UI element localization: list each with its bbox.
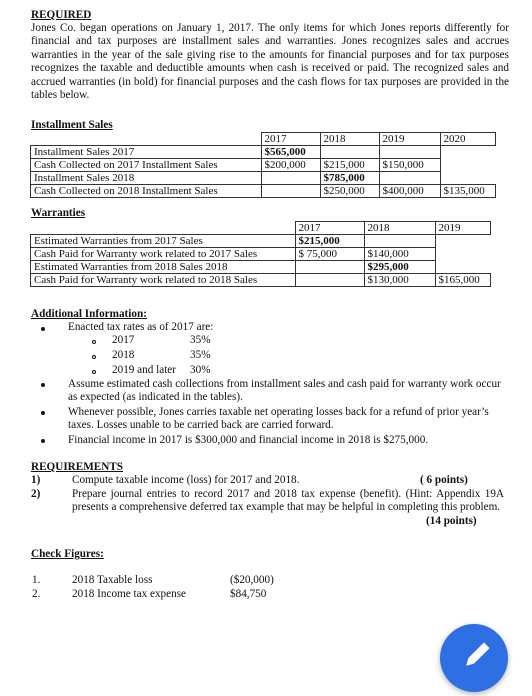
value-cell: $785,000 [320, 172, 379, 185]
table-row [31, 235, 491, 248]
value-cell [435, 261, 490, 274]
row-label: Installment Sales 2018 [31, 172, 262, 185]
warranties-table [30, 221, 491, 287]
value-cell: $400,000 [379, 185, 440, 198]
row-label: Installment Sales 2017 [31, 146, 262, 159]
warranties-header-row [31, 222, 491, 235]
bullet-text: Financial income in 2017 is $300,000 and financial income in 2018 is $275,000. [68, 434, 429, 446]
rates-intro: Enacted tax rates as of 2017 are: [68, 321, 214, 333]
requirement-number: 1) [31, 474, 41, 486]
circle-bullet-icon [92, 370, 96, 374]
table-row [31, 172, 496, 185]
year-cell: 2017 [295, 222, 364, 235]
value-cell: $130,000 [364, 274, 435, 287]
value-cell [261, 172, 320, 185]
table-row [31, 146, 496, 159]
value-cell: $165,000 [435, 274, 490, 287]
year-cell: 2018 [320, 133, 379, 146]
year-cell: 2020 [440, 133, 495, 146]
value-cell: $295,000 [364, 261, 435, 274]
check-number: 1. [32, 574, 41, 586]
value-cell [440, 146, 495, 159]
installment-heading: Installment Sales [31, 119, 113, 131]
bullet-icon [41, 383, 45, 387]
check-label: 2018 Taxable loss [72, 574, 153, 586]
year-cell: 2019 [379, 133, 440, 146]
value-cell: $150,000 [379, 159, 440, 172]
year-cell: 2019 [435, 222, 490, 235]
circle-bullet-icon [92, 340, 96, 344]
rate-value: 35% [190, 349, 211, 361]
requirement-points: ( 6 points) [420, 474, 468, 486]
table-row [31, 185, 496, 198]
table-row [31, 159, 496, 172]
value-cell: $565,000 [261, 146, 320, 159]
rate-year: 2017 [112, 334, 135, 346]
requirement-text: Prepare journal entries to record 2017 and 2018 tax expense (benefit). (Hint: Appendix 19A presents a comprehensive deferred tax example that may be helpful in completing this problem. [72, 488, 504, 514]
installment-header-row [31, 133, 496, 146]
value-cell: $135,000 [440, 185, 495, 198]
value-cell [364, 235, 435, 248]
rate-value: 30% [190, 364, 211, 376]
value-cell [379, 146, 440, 159]
year-cell: 2017 [261, 133, 320, 146]
installment-table [30, 132, 496, 198]
row-label: Cash Paid for Warranty work related to 2018 Sales [31, 274, 296, 287]
required-heading: REQUIRED [31, 9, 92, 21]
table-row [31, 261, 491, 274]
bullet-icon [41, 411, 45, 415]
requirement-number: 2) [31, 488, 41, 500]
rate-year: 2019 and later [112, 364, 176, 376]
rate-year: 2018 [112, 349, 135, 361]
value-cell: $215,000 [295, 235, 364, 248]
pencil-icon [440, 624, 508, 692]
intro-paragraph: Jones Co. began operations on January 1, 2017. The only items for which Jones reports differently for financial and tax purposes are installment sales and warranties. Jones recognizes sales and accrues warranties in the year of the sale giving rise to the amounts for financial purposes and for tax purposes recognizes the taxable and deductible amounts when cash is received or paid. The recognized sales and accrued warranties (in bold) for financial purposes and the cash flows for tax purposes are provided in the tables below. [31, 22, 509, 102]
value-cell [295, 274, 364, 287]
check-value: $84,750 [230, 588, 267, 600]
year-cell: 2018 [364, 222, 435, 235]
check-label: 2018 Income tax expense [72, 588, 187, 600]
value-cell: $140,000 [364, 248, 435, 261]
value-cell [440, 159, 495, 172]
warranties-heading: Warranties [31, 207, 86, 219]
additional-heading: Additional Information: [31, 308, 147, 320]
check-number: 2. [32, 588, 41, 600]
row-label: Cash Paid for Warranty work related to 2017 Sales [31, 248, 296, 261]
edit-fab-button[interactable] [440, 624, 508, 692]
row-label: Cash Collected on 2017 Installment Sales [31, 159, 262, 172]
bullet-text: Whenever possible, Jones carries taxable net operating losses back for a refund of prior year’s taxes. Losses unable to be carried back are carried forward. [68, 406, 489, 432]
check-value: ($20,000) [230, 574, 274, 586]
value-cell [295, 261, 364, 274]
value-cell [320, 146, 379, 159]
check-heading: Check Figures: [31, 548, 104, 560]
requirement-text: Compute taxable income (loss) for 2017 and 2018. [72, 474, 300, 486]
requirements-heading: REQUIREMENTS [31, 461, 124, 473]
row-label: Cash Collected on 2018 Installment Sales [31, 185, 262, 198]
value-cell [261, 185, 320, 198]
table-row [31, 274, 491, 287]
header-spacer [31, 133, 262, 146]
value-cell: $215,000 [320, 159, 379, 172]
row-label: Estimated Warranties from 2018 Sales 2018 [31, 261, 296, 274]
value-cell: $250,000 [320, 185, 379, 198]
requirement-points: (14 points) [426, 515, 477, 527]
value-cell [435, 248, 490, 261]
value-cell: $200,000 [261, 159, 320, 172]
row-label: Estimated Warranties from 2017 Sales [31, 235, 296, 248]
bullet-icon [41, 439, 45, 443]
bullet-icon [41, 327, 45, 331]
bullet-text: Assume estimated cash collections from installment sales and cash paid for warranty work occur as expected (as indicated in the tables). [68, 378, 501, 404]
value-cell [440, 172, 495, 185]
table-row [31, 248, 491, 261]
value-cell [435, 235, 490, 248]
value-cell [379, 172, 440, 185]
header-spacer [31, 222, 296, 235]
circle-bullet-icon [92, 355, 96, 359]
rate-value: 35% [190, 334, 211, 346]
value-cell: $ 75,000 [295, 248, 364, 261]
